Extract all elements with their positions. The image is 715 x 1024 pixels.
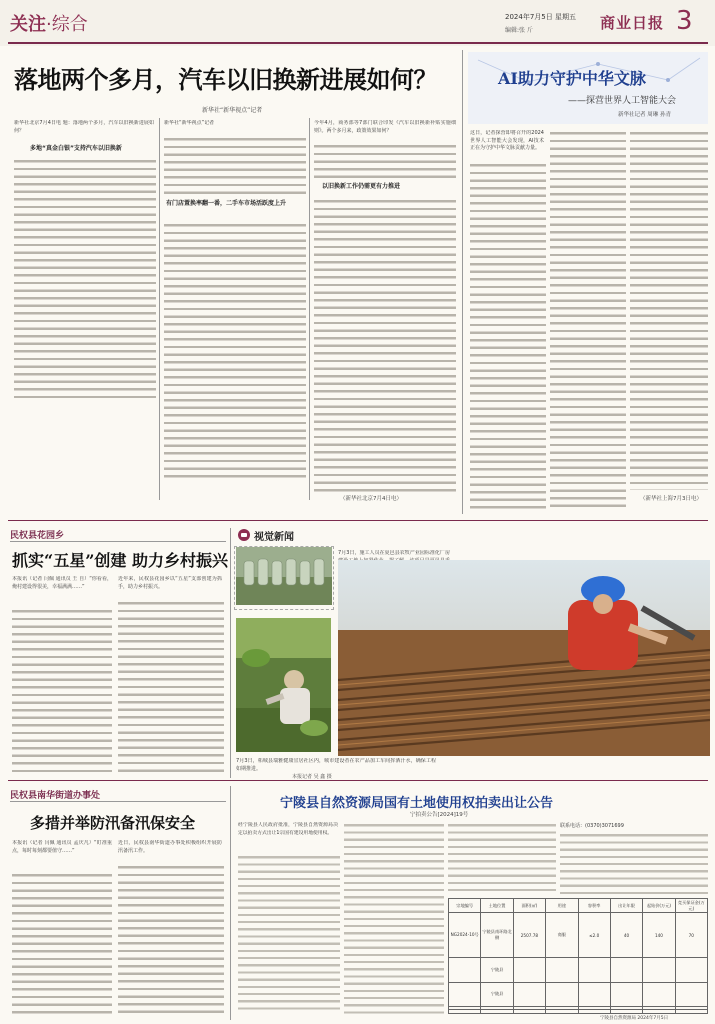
- lead-text-col3a: [314, 143, 456, 180]
- ai-para-1: 这日，记者探营即将召开的2024世界人工智能大会发现，AI技术正在为守护中华文脉贡献力量。: [470, 130, 544, 152]
- table-header-cell: 容积率: [578, 899, 610, 913]
- table-cell: [643, 958, 675, 982]
- table-cell: 2507.78: [513, 913, 545, 958]
- garden-column: 民权县花园乡: [10, 531, 65, 541]
- notice-grid: [448, 898, 708, 1014]
- camera-icon: [238, 529, 250, 541]
- flood-column: 民权县南华街道办事处: [10, 791, 101, 801]
- table-cell: [481, 1010, 513, 1014]
- table-cell: ≤2.0: [578, 913, 610, 958]
- flood-text-col2: [118, 864, 224, 1018]
- brand-logo: 商业日报: [600, 14, 665, 32]
- page-number: 3: [676, 6, 693, 36]
- table-cell: [578, 982, 610, 1006]
- table-cell: NG2024-10号: [449, 913, 481, 958]
- lead-byline: 新华社“新华视点”记者: [202, 107, 263, 114]
- notice-table: [448, 898, 708, 1014]
- table-header-cell: 面积(㎡): [513, 899, 545, 913]
- table-header-cell: 用途: [546, 899, 578, 913]
- table-cell: 商服: [546, 913, 578, 958]
- editor-line: 编辑:张 斤: [505, 27, 533, 34]
- credit-2: 本报记者 吴 鑫 摄: [292, 774, 332, 780]
- table-cell: [513, 958, 545, 982]
- notice-doc-no: 宁拍卖公告[2024]19号: [410, 812, 469, 818]
- ai-credit: （新华社上海7月3日电）: [640, 496, 702, 502]
- table-header-cell: 宗地编号: [449, 899, 481, 913]
- header-rule: [8, 42, 708, 44]
- col-rule-2: [309, 118, 310, 500]
- notice-text-col3: [448, 822, 556, 894]
- col-rule-3: [462, 50, 463, 514]
- table-cell: [610, 982, 642, 1006]
- lead-text-col1: [14, 158, 156, 402]
- lead-credit: （新华社北京7月4日电）: [340, 496, 402, 502]
- table-row: [449, 1010, 708, 1014]
- notice-intro: 经宁陵县人民政府批准，宁陵县自然资源局决定以拍卖方式出让1宗国有建设用地使用权。: [238, 823, 338, 836]
- table-cell: [675, 982, 707, 1006]
- lead-sub-3: 以旧换新工作仍需更有力推进: [322, 183, 401, 190]
- table-cell: [546, 958, 578, 982]
- video-label: 视觉新闻: [238, 528, 294, 542]
- table-cell: [610, 958, 642, 982]
- ai-text-col1: [470, 162, 546, 512]
- flood-text-col1: [12, 872, 112, 1018]
- ai-text-col2: [550, 130, 626, 512]
- table-cell: [610, 1010, 642, 1014]
- notice-footer: 宁陵县自然资源局 2024年7月5日: [600, 1016, 669, 1021]
- col-rule-4: [230, 528, 231, 778]
- photo-steel: [338, 560, 710, 756]
- garden-headline: 抓实“五星”创建 助力乡村振兴: [12, 551, 228, 570]
- ai-title: AI助力守护中华文脉: [498, 69, 646, 88]
- notice-text-col2: [344, 822, 444, 1014]
- photo-bottles-frame: [234, 546, 334, 610]
- date-line: 2024年7月5日 星期五: [505, 13, 576, 21]
- garden-para-1: 本报讯（记者 闫佩 通讯员 王 自）“你看看，俺村建设得很美，幸福满满……”: [12, 576, 112, 590]
- garden-text-col1: [12, 608, 112, 774]
- table-header-row: [449, 899, 708, 913]
- table-cell: 宁陵县: [481, 982, 513, 1006]
- table-header-cell: 竞买保证金(万元): [675, 899, 707, 913]
- table-cell: 140: [643, 913, 675, 958]
- table-cell: [449, 1010, 481, 1014]
- lead-text-col2a: [164, 136, 306, 194]
- table-row: [449, 982, 708, 1006]
- ai-text-col3: [630, 130, 708, 490]
- col-rule-1: [159, 118, 160, 500]
- table-cell: 宁陵县: [481, 958, 513, 982]
- lead-para-3: 今年4月，商务部等7部门联合印发《汽车以旧换新补贴实施细则》。两个多月来，政策效果如何？: [314, 120, 456, 134]
- notice-contact: 联系电话：(0370)3071699: [560, 823, 624, 829]
- table-cell: [513, 1010, 545, 1014]
- table-header-cell: 出让年限: [610, 899, 642, 913]
- lead-text-col3b: [314, 198, 456, 492]
- table-cell: [675, 958, 707, 982]
- masthead: [0, 0, 715, 46]
- notice-text-col4: [560, 832, 708, 894]
- lead-sub-2: 有门店置换率翻一番，二手车市场活跃度上升: [166, 200, 287, 207]
- flood-para-2: 近日，民权县南华街道办事处积极组织开展防汛备汛工作。: [118, 840, 222, 854]
- caption-2: 7月3日，柘城县瑞雅健康宜居社区内，城市建设者在农产品加工车间挥洒汗水，确保工程如期推进。: [236, 758, 436, 772]
- flood-headline: 多措并举防汛备汛保安全: [30, 814, 196, 832]
- lead-text-col2b: [164, 222, 306, 478]
- steel-photo-graphic: [338, 560, 710, 756]
- table-header-cell: 土地位置: [481, 899, 513, 913]
- table-cell: [546, 982, 578, 1006]
- table-row: [449, 913, 708, 958]
- ai-byline: 新华社记者 周琳 孙青: [618, 112, 671, 118]
- worker-garden-graphic: [236, 618, 331, 752]
- caption-1: 7月3日，施工人员在夏邑县农牧产业园标准化厂房: [338, 550, 450, 556]
- table-cell: [578, 958, 610, 982]
- garden-para-2: 近年来，民权县花园乡以“五星”支部创建为抓手，助力乡村振兴。: [118, 576, 222, 590]
- ai-subtitle: ——探营世界人工智能大会: [568, 96, 677, 106]
- table-header-cell: 起始价(万元): [643, 899, 675, 913]
- table-cell: [449, 958, 481, 982]
- table-cell: [675, 1010, 707, 1014]
- notice-title: 宁陵县自然资源局国有土地使用权拍卖出让公告: [280, 796, 554, 811]
- ai-header-box: [468, 52, 708, 124]
- table-cell: 40: [610, 913, 642, 958]
- table-cell: [643, 1010, 675, 1014]
- col-rule-5: [230, 786, 231, 1020]
- table-cell: [513, 982, 545, 1006]
- flood-column-rule: [10, 801, 226, 802]
- table-cell: [546, 1010, 578, 1014]
- notice-text-col1: [238, 854, 340, 1014]
- lower-rule: [8, 780, 708, 781]
- table-cell: [578, 1010, 610, 1014]
- section-title: 关注·综合: [10, 14, 88, 35]
- mid-rule: [8, 520, 708, 521]
- table-cell: 70: [675, 913, 707, 958]
- photo-worker-garden: [236, 618, 331, 752]
- garden-column-rule: [10, 541, 226, 542]
- garden-text-col2: [118, 600, 224, 774]
- table-cell: [643, 982, 675, 1006]
- lead-para-1: 新华社北京7月4日电 题：落地两个多月，汽车以旧换新进展如何？: [14, 120, 154, 134]
- lead-sub-1: 多地“真金白银”支持汽车以旧换新: [30, 145, 122, 152]
- lead-para-2: 新华社“新华视点”记者: [164, 120, 215, 126]
- lead-headline: 落地两个多月，汽车以旧换新进展如何？: [14, 65, 437, 94]
- flood-para-1: 本报讯（记者 闫佩 通讯员 孟庆凡）“盯准重点，每时每刻都要值守……”: [12, 840, 112, 854]
- table-cell: 宁陵县南环路北侧: [481, 913, 513, 958]
- table-body: [449, 913, 708, 1014]
- table-cell: [449, 982, 481, 1006]
- table-row: [449, 958, 708, 982]
